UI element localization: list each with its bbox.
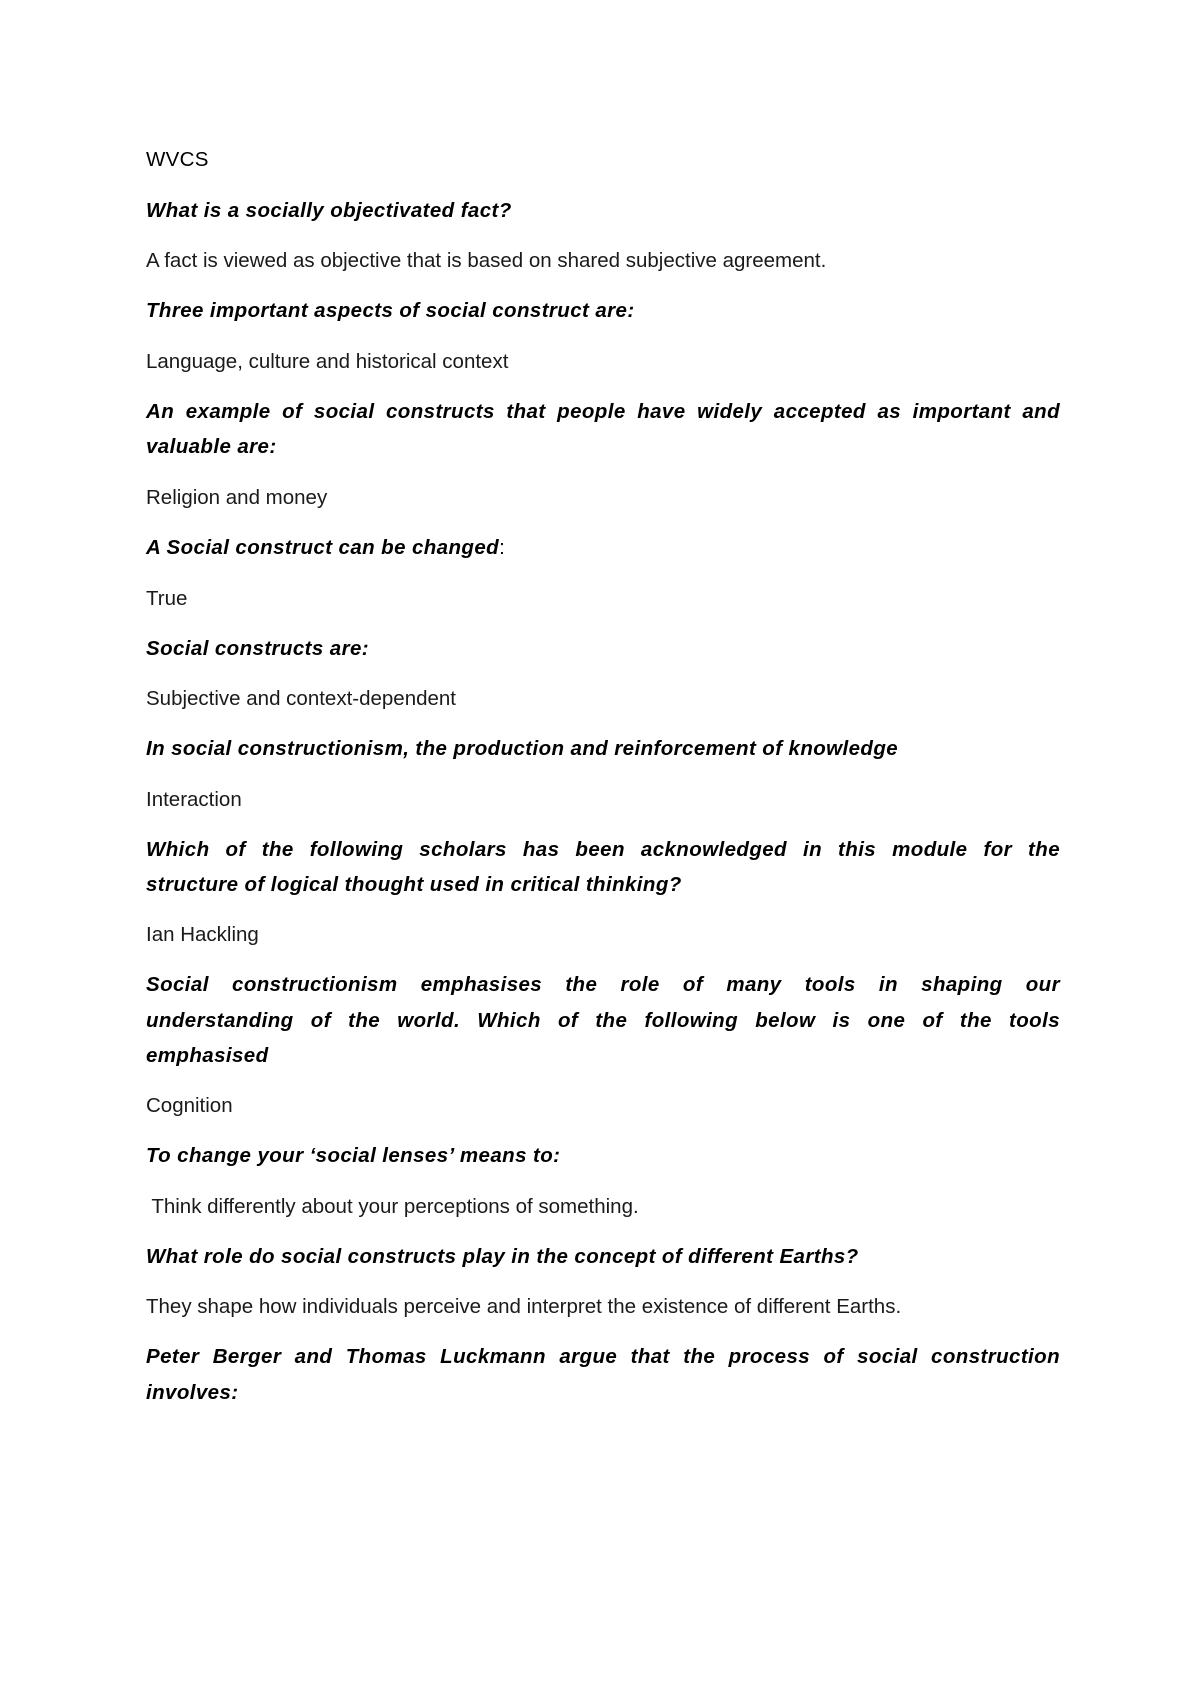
question-3-line-2: valuable are: xyxy=(146,435,277,458)
question-6: In social constructionism, the production and reinforcement of knowledge xyxy=(146,737,899,760)
answer-9: Think differently about your perceptions of something. xyxy=(146,1195,639,1218)
question-9: To change your ‘social lenses’ means to: xyxy=(146,1144,561,1167)
answer-4: True xyxy=(146,587,188,610)
answer-7: Ian Hackling xyxy=(146,923,259,946)
answer-6: Interaction xyxy=(146,788,242,811)
answer-10: They shape how individuals perceive and interpret the existence of different Earths. xyxy=(146,1295,902,1318)
question-4-text: A Social construct can be changed xyxy=(146,536,500,559)
question-8-line-1: Social constructionism emphasises the role of many tools in shaping our xyxy=(146,973,1060,996)
answer-8: Cognition xyxy=(146,1094,233,1117)
answer-3: Religion and money xyxy=(146,486,328,509)
question-1: What is a socially objectivated fact? xyxy=(146,199,512,222)
document-page xyxy=(146,0,1060,1696)
answer-5: Subjective and context-dependent xyxy=(146,687,457,710)
question-8-line-2: understanding of the world. Which of the following below is one of the tools xyxy=(146,1009,1060,1032)
question-8-line-3: emphasised xyxy=(146,1044,269,1067)
question-10: What role do social constructs play in the concept of different Earths? xyxy=(146,1245,859,1268)
question-7-line-2: structure of logical thought used in critical thinking? xyxy=(146,873,682,896)
question-3-line-1: An example of social constructs that people have widely accepted as important and xyxy=(146,400,1060,423)
document-title: WVCS xyxy=(146,148,209,171)
answer-2: Language, culture and historical context xyxy=(146,350,509,373)
question-11-line-2: involves: xyxy=(146,1381,239,1404)
question-5: Social constructs are: xyxy=(146,637,369,660)
question-4-colon: : xyxy=(499,536,506,559)
answer-1: A fact is viewed as objective that is based on shared subjective agreement. xyxy=(146,249,827,272)
question-2: Three important aspects of social construct are: xyxy=(146,299,635,322)
question-4 xyxy=(146,529,1060,567)
question-11-line-1: Peter Berger and Thomas Luckmann argue that the process of social construction xyxy=(146,1345,1060,1368)
question-7-line-1: Which of the following scholars has been acknowledged in this module for the xyxy=(146,838,1060,861)
